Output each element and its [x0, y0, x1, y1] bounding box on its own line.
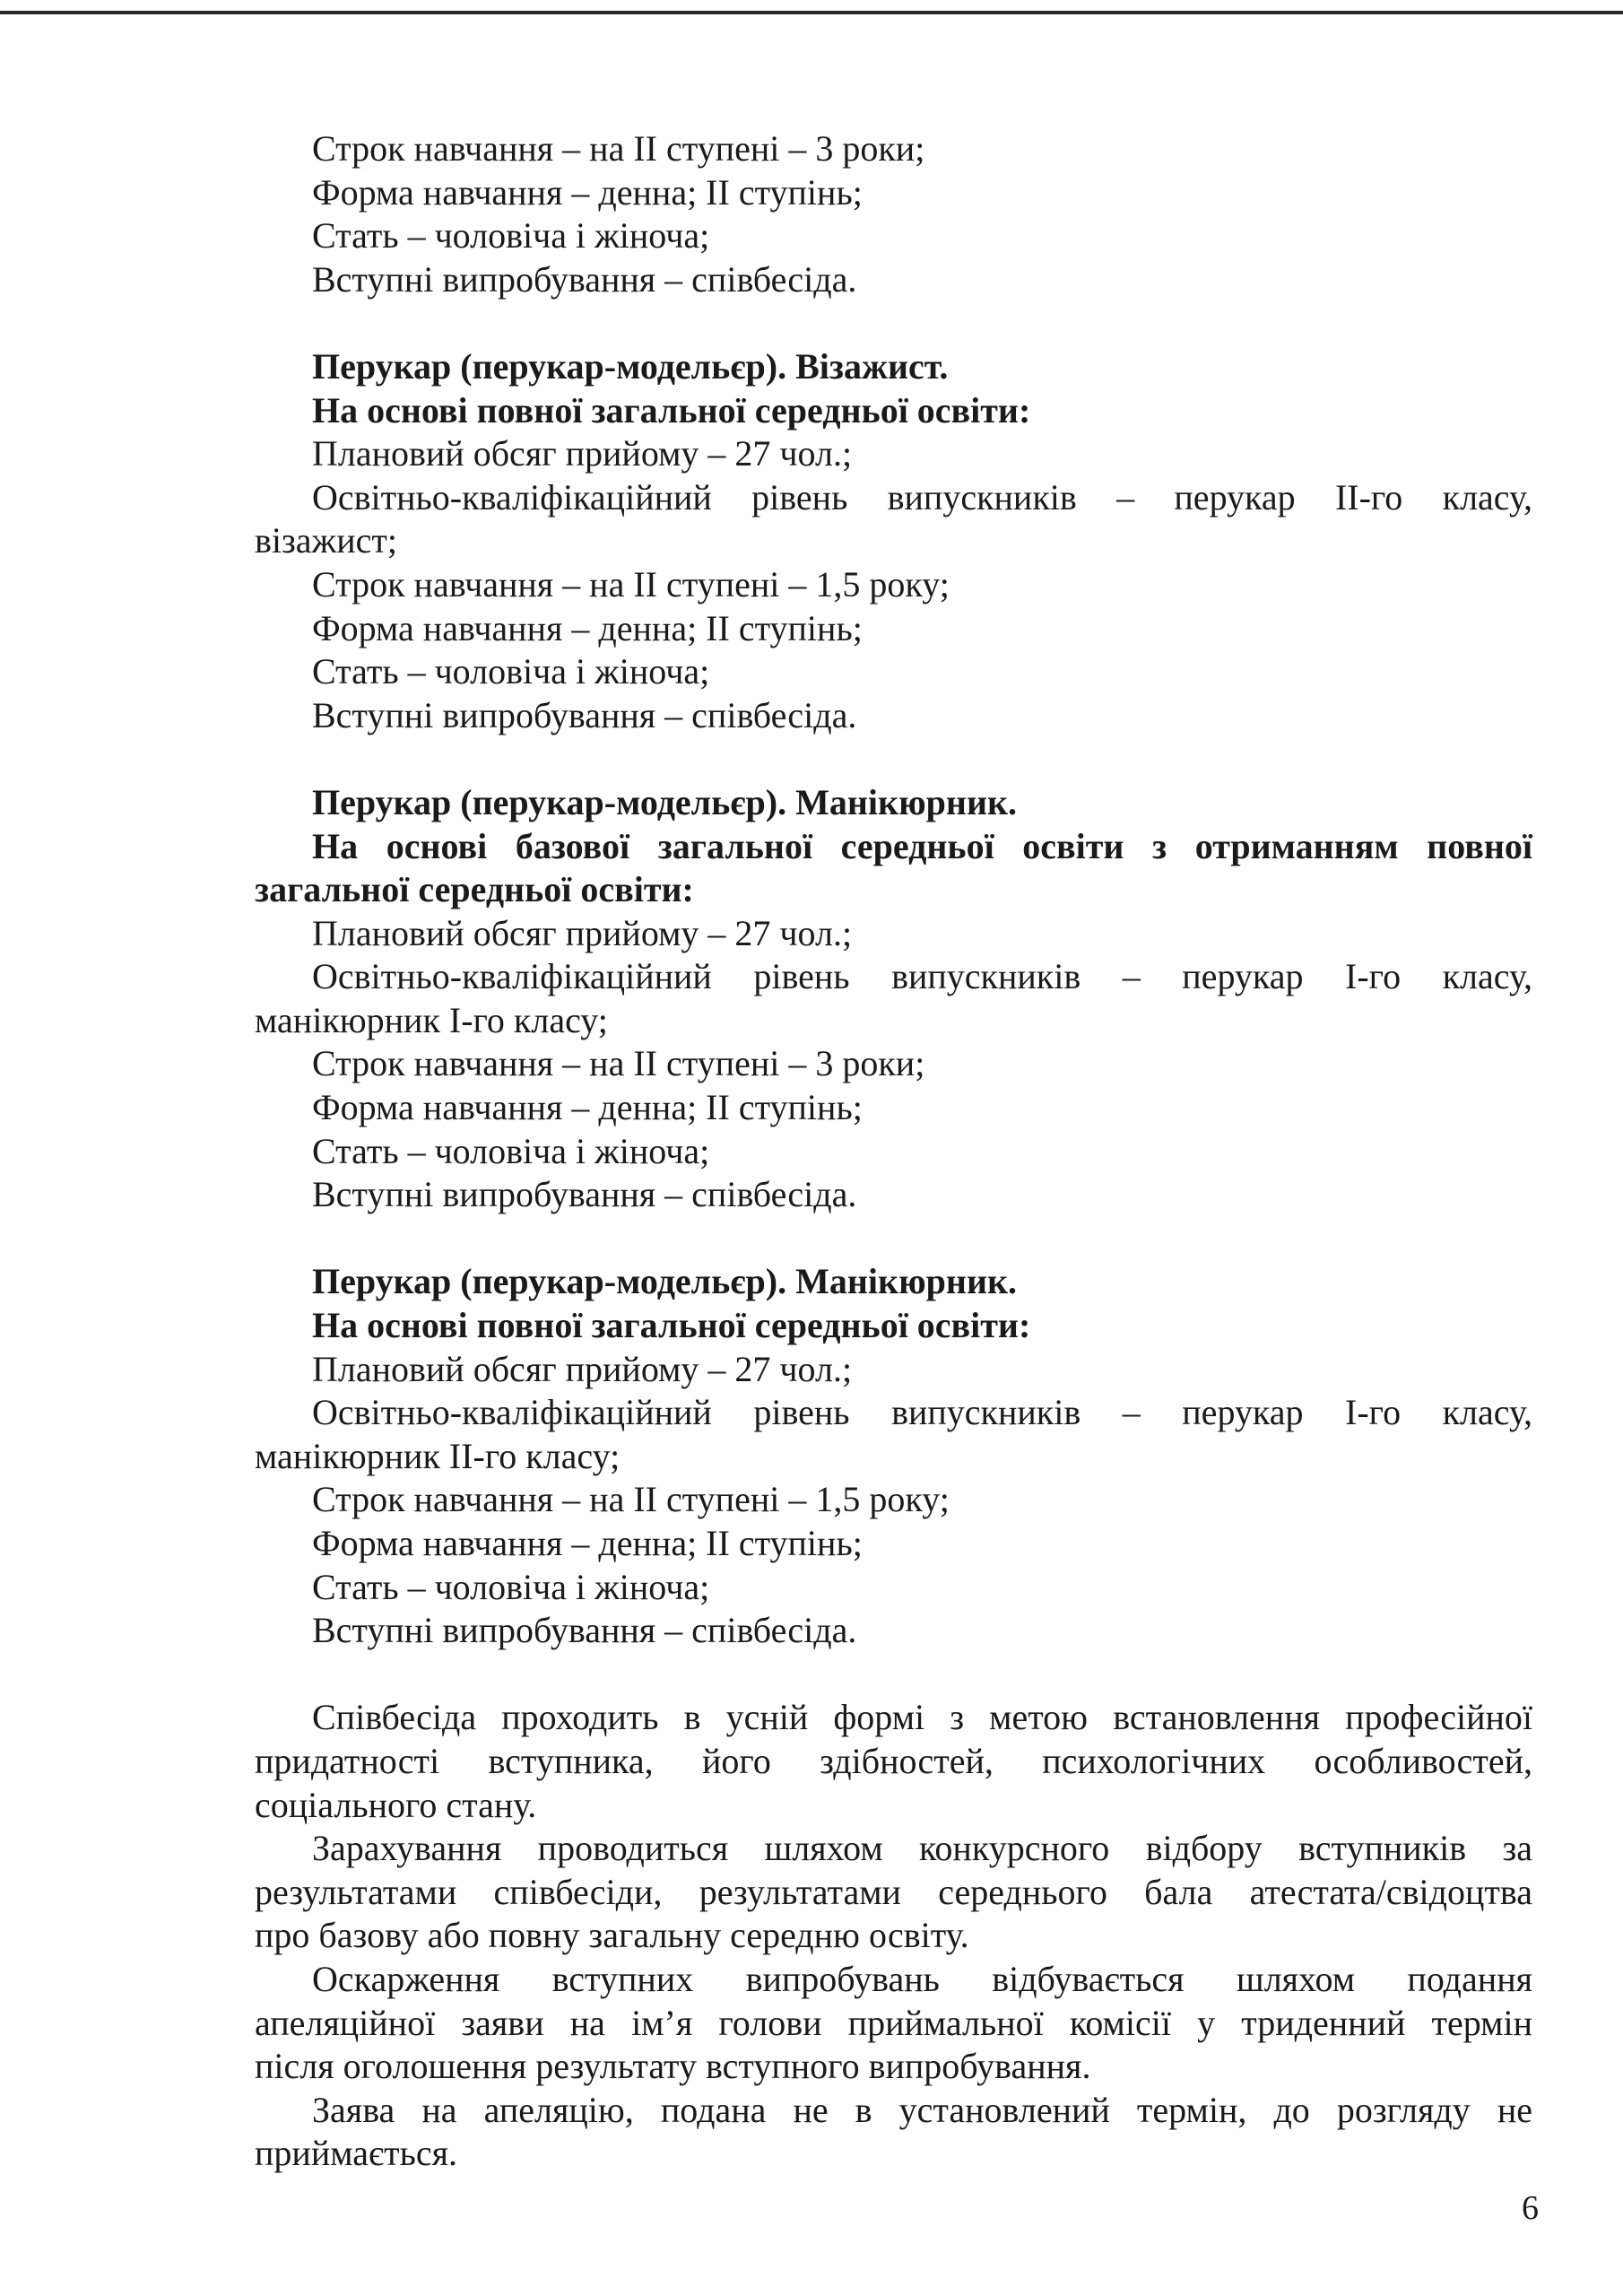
form-line: Форма навчання – денна; ІІ ступінь; — [312, 1523, 863, 1563]
program-title: Перукар (перукар-модельєр). Манікюрник. — [312, 1261, 1018, 1302]
level-line: Освітньо-кваліфікаційний рівень випускників – перукар ІІ-го класу, — [312, 476, 1532, 517]
enrollment-paragraph: результатами співбесіди, результатами середнього бала атестата/свідоцтва — [255, 1871, 1532, 1912]
scan-top-edge — [0, 11, 1623, 14]
page-number: 6 — [1522, 2189, 1539, 2227]
document-body — [255, 127, 1532, 2176]
program-title: Перукар (перукар-модельєр). Манікюрник. — [312, 781, 1018, 822]
interview-paragraph: соціального стану. — [255, 1784, 537, 1825]
term-line: Строк навчання – на ІІ ступені – 3 роки; — [312, 1043, 925, 1084]
program-basis: На основі повної загальної середньої освіти: — [312, 1305, 1031, 1346]
term-line: Строк навчання – на ІІ ступені – 1,5 року; — [312, 1479, 950, 1520]
term-line: Строк навчання – на ІІ ступені – 1,5 року; — [312, 563, 950, 604]
late-appeal-paragraph: приймається. — [255, 2133, 458, 2174]
sex-line: Стать – чоловіча і жіноча; — [312, 1130, 710, 1171]
exams-line: Вступні випробування – співбесіда. — [312, 694, 857, 735]
program-basis: На основі базової загальної середньої освіти з отриманням повної — [312, 825, 1532, 866]
form-line: Форма навчання – денна; ІІ ступінь; — [312, 171, 863, 213]
program-title: Перукар (перукар-модельєр). Візажист. — [312, 345, 949, 387]
interview-paragraph: Співбесіда проходить в усній формі з метою встановлення професійної — [312, 1697, 1532, 1738]
enrollment-paragraph: Зарахування проводиться шляхом конкурсного відбору вступників за — [312, 1828, 1532, 1869]
exams-line: Вступні випробування – співбесіда. — [312, 1610, 857, 1651]
level-line: Освітньо-кваліфікаційний рівень випускників – перукар І-го класу, — [312, 956, 1532, 997]
sex-line: Стать – чоловіча і жіноча; — [312, 215, 710, 257]
program-basis: На основі повної загальної середньої освіти: — [312, 389, 1031, 430]
interview-paragraph: придатності вступника, його здібностей, психологічних особливостей, — [255, 1740, 1532, 1781]
term-line: Строк навчання – на ІІ ступені – 3 роки; — [312, 128, 925, 169]
late-appeal-paragraph: Заява на апеляцію, подана не в установлений термін, до розгляду не — [312, 2089, 1532, 2130]
quota-line: Плановий обсяг прийому – 27 чол.; — [312, 433, 853, 474]
exams-line: Вступні випробування – співбесіда. — [312, 1174, 857, 1215]
quota-line: Плановий обсяг прийому – 27 чол.; — [312, 1348, 853, 1389]
level-line-continued: манікюрник І-го класу; — [255, 999, 608, 1040]
form-line: Форма навчання – денна; ІІ ступінь; — [312, 1087, 863, 1128]
quota-line: Плановий обсяг прийому – 27 чол.; — [312, 912, 853, 953]
form-line: Форма навчання – денна; ІІ ступінь; — [312, 607, 863, 648]
level-line-continued: манікюрник ІІ-го класу; — [255, 1435, 621, 1476]
enrollment-paragraph: про базову або повну загальну середню освіту. — [255, 1915, 969, 1956]
sex-line: Стать – чоловіча і жіноча; — [312, 1566, 710, 1607]
appeal-paragraph: апеляційної заяви на ім’я голови приймальної комісії у триденний термін — [255, 2002, 1532, 2043]
program-basis-continued: загальної середньої освіти: — [255, 869, 694, 910]
sex-line: Стать – чоловіча і жіноча; — [312, 651, 710, 692]
appeal-paragraph: Оскарження вступних випробувань відбувається шляхом подання — [312, 1958, 1532, 1999]
level-line: Освітньо-кваліфікаційний рівень випускників – перукар І-го класу, — [312, 1392, 1532, 1433]
appeal-paragraph: після оголошення результату вступного випробування. — [255, 2046, 1091, 2087]
exams-line: Вступні випробування – співбесіда. — [312, 258, 857, 300]
level-line-continued: візажист; — [255, 520, 397, 561]
